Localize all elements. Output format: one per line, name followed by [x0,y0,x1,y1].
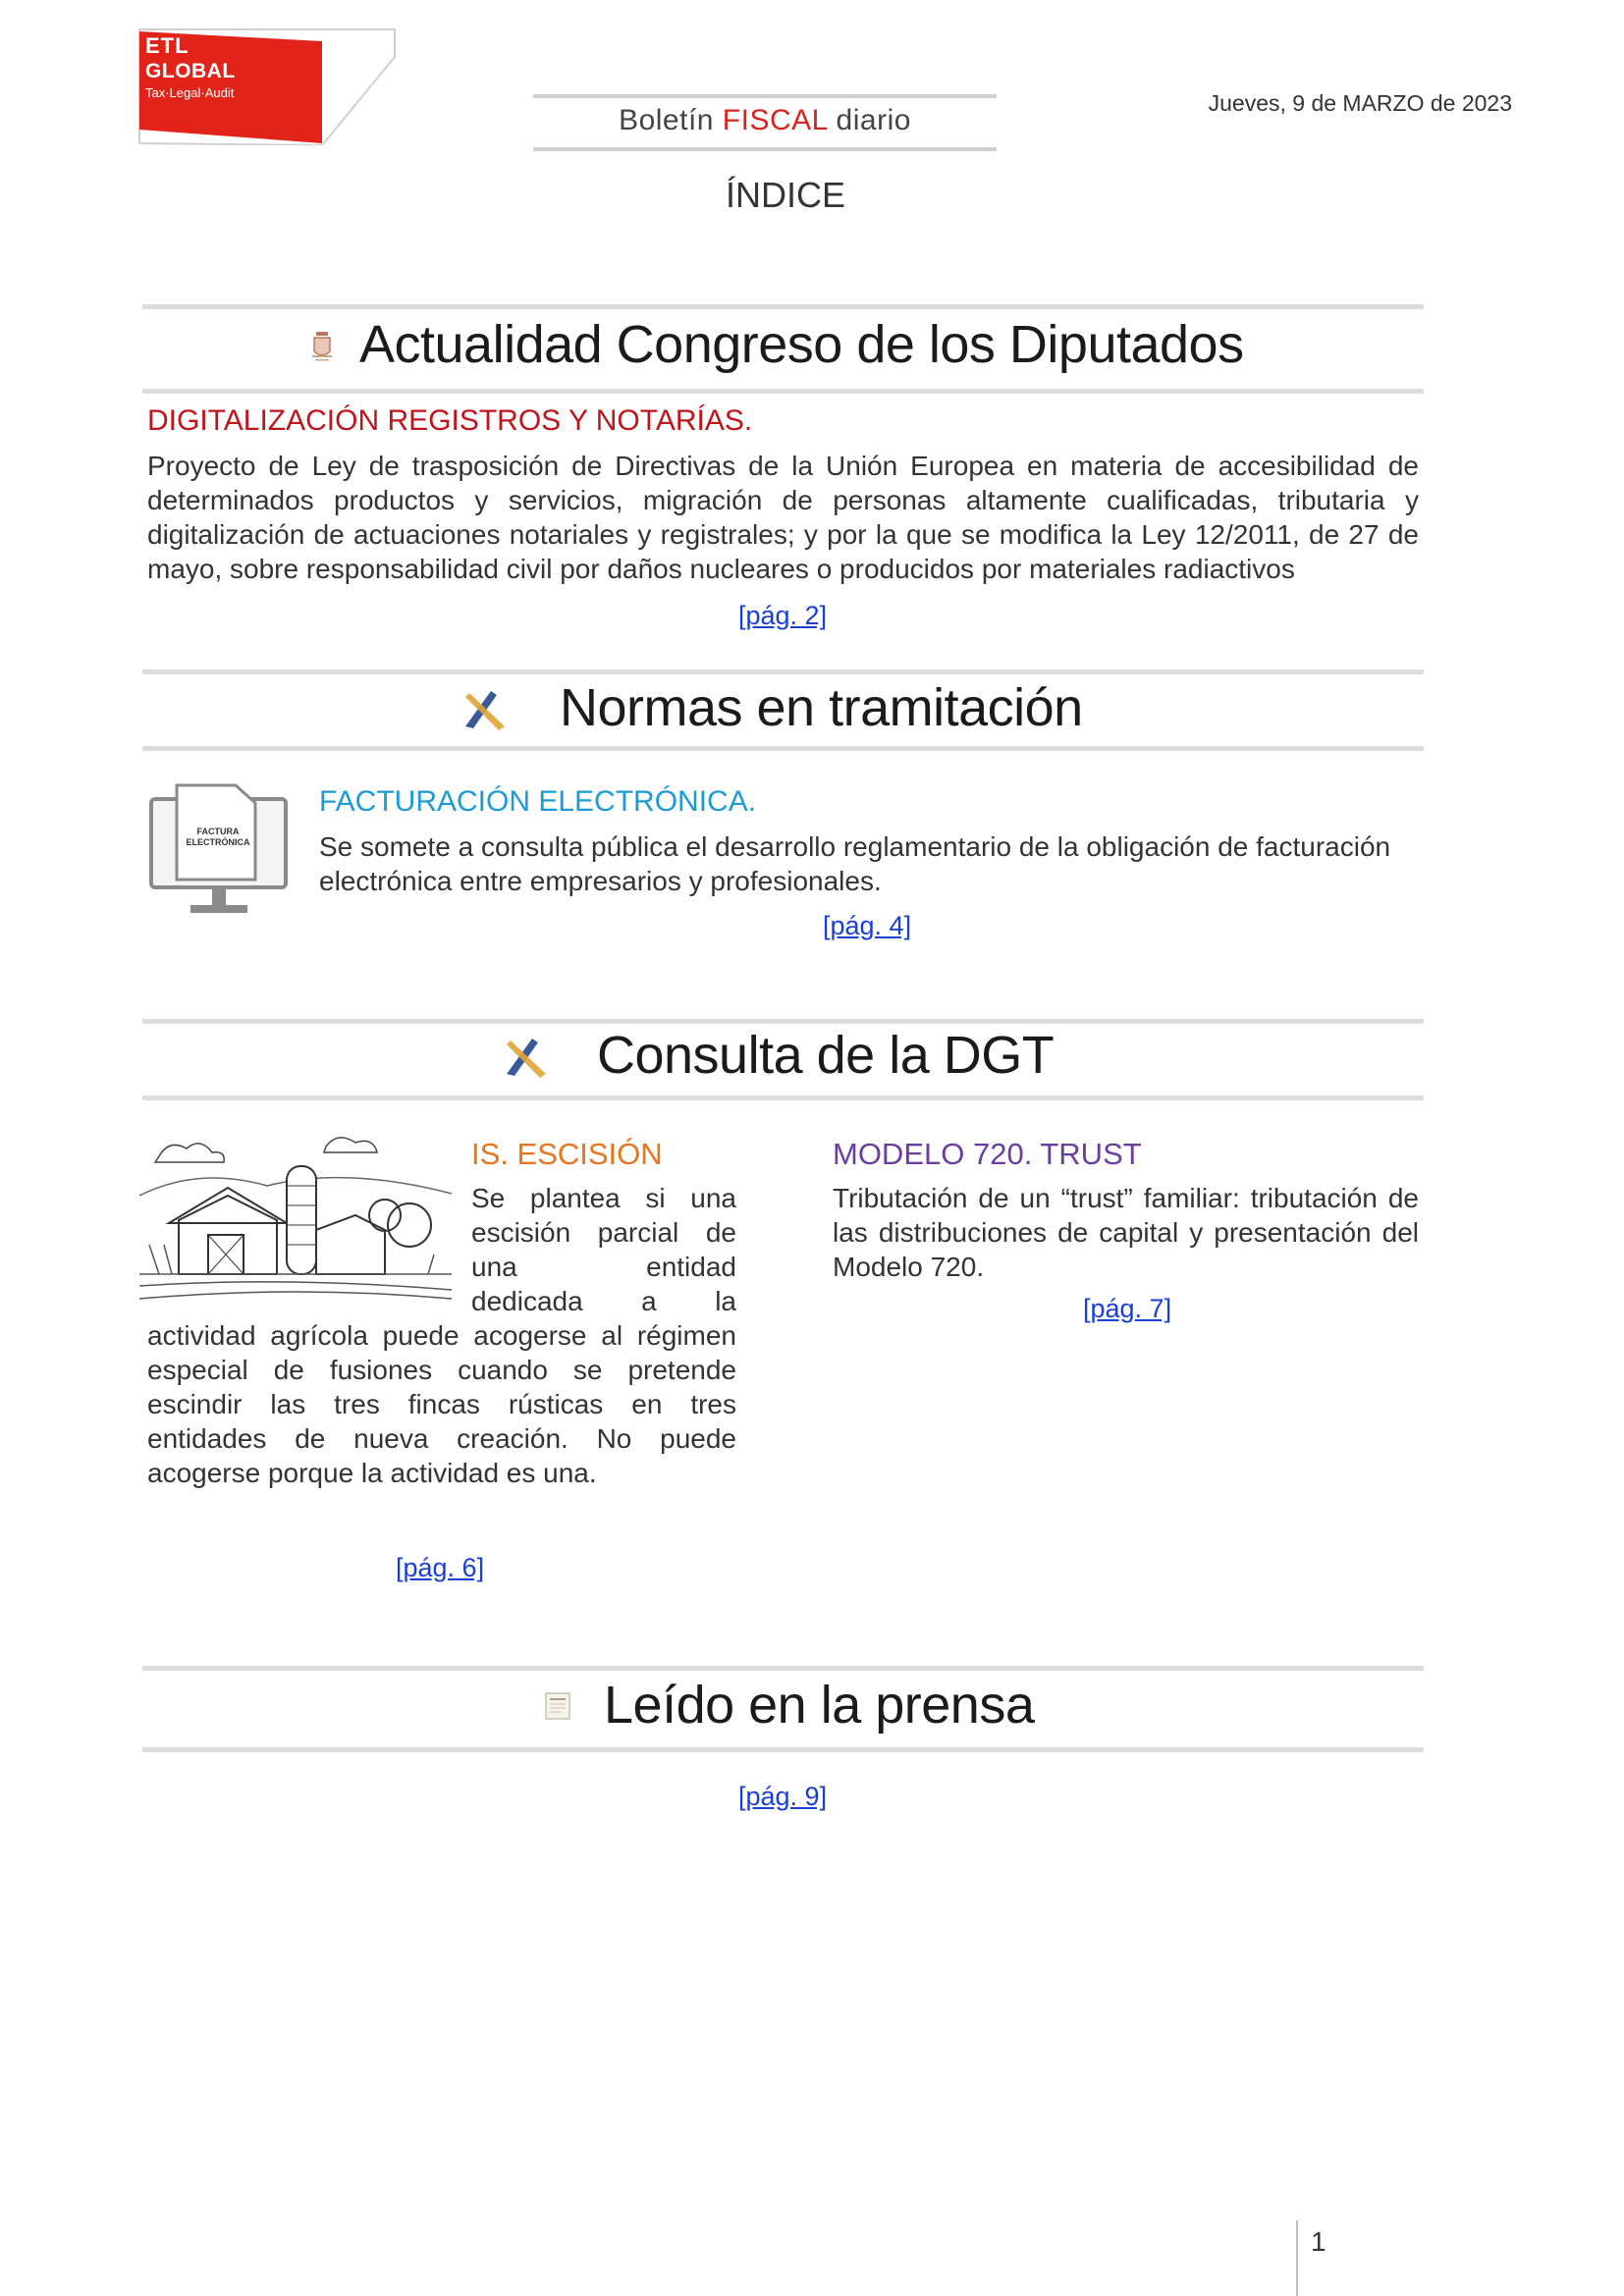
item-text-wrapped [471,1181,736,1318]
bulletin-prefix: Boletín [619,104,723,136]
bulletin-date: Jueves, 9 de MARZO de 2023 [1208,90,1512,116]
page-link[interactable]: [pág. 4] [823,911,912,940]
item-heading: FACTURACIÓN ELECTRÓNICA. [319,785,757,818]
text-line: escisión parcial de [471,1217,736,1248]
page-link[interactable]: [pág. 6] [396,1553,485,1582]
bulletin-fiscal-word: FISCAL [722,104,828,136]
page-link[interactable]: [pág. 2] [738,601,828,630]
section-rule-top [142,1666,1424,1671]
section-heading-normas [461,679,1083,737]
section-rule-bottom [142,1747,1424,1752]
section-title: Actualidad Congreso de los Diputados [359,315,1244,374]
text-line: una entidad [471,1252,736,1282]
item-text: Tributación de un “trust” familiar: tributación de las distribuciones de capital y presentación del Modelo 720. [833,1183,1419,1282]
item-text: Proyecto de Ley de trasposición de Directivas de la Unión Europea en materia de accesibilidad de determinados productos y servicios, migración de personas altamente cualificadas, tributaria y digitalización de actuaciones notariales y registrales; y por la que se modifica la Ley 12/2011, de 27 de mayo, sobre responsabilidad civil por daños nucleares o producidos por materiales radiactivos [147,451,1419,584]
newspaper-icon [543,1690,572,1722]
section-title: Normas en tramitación [560,678,1083,737]
section-heading-dgt [503,1027,1054,1085]
page-number: 1 [1311,2226,1326,2257]
section-heading-congreso [302,316,1244,374]
bulletin-top-rule [533,94,997,98]
section-rule-top [142,304,1424,309]
logo-tagline-text: Tax·Legal·Audit [145,85,235,100]
electronic-invoice-monitor-icon [147,783,290,919]
item-text: actividad agrícola puede acogerse al régimen especial de fusiones cuando se pretende escindir las tres fincas rústicas en tres entidades de nueva creación. No puede acogerse porque la actividad es una. [147,1320,736,1488]
text-line: Se plantea si una [471,1183,736,1213]
section-rule-top [142,1019,1424,1024]
logo-global-text: GLOBAL [145,60,236,82]
bulletin-suffix: diario [827,104,911,136]
bulletin-bottom-rule [533,147,997,151]
page-number-divider [1296,2220,1298,2296]
invoice-label: FACTURA ELECTRÓNICA [186,827,250,847]
farm-illustration [139,1127,452,1302]
section-rule-bottom [142,746,1424,751]
item-text: Se somete a consulta pública el desarrollo reglamentario de la obligación de facturación electrónica entre empresarios y profesionales. [319,831,1391,896]
tax-agency-logo-icon [461,685,513,732]
section-rule-bottom [142,389,1424,394]
tax-agency-logo-icon [503,1033,554,1080]
item-heading: IS. ESCISIÓN [471,1137,663,1171]
congress-emblem-icon [302,326,342,365]
section-rule-top [142,669,1424,674]
page-link[interactable]: [pág. 9] [738,1782,828,1811]
item-heading: DIGITALIZACIÓN REGISTROS Y NOTARÍAS. [147,404,753,437]
logo-etl-text: ETL [145,33,189,58]
text-line: dedicada a la [471,1286,736,1316]
page-link[interactable]: [pág. 7] [1083,1294,1172,1323]
item-heading: MODELO 720. TRUST [833,1137,1142,1171]
section-heading-prensa [543,1677,1034,1735]
section-rule-bottom [142,1095,1424,1100]
etl-global-logo [137,27,398,145]
index-title: ÍNDICE [725,175,845,215]
section-title: Leído en la prensa [604,1676,1035,1735]
section-title: Consulta de la DGT [597,1026,1055,1085]
bulletin-title [533,104,997,137]
